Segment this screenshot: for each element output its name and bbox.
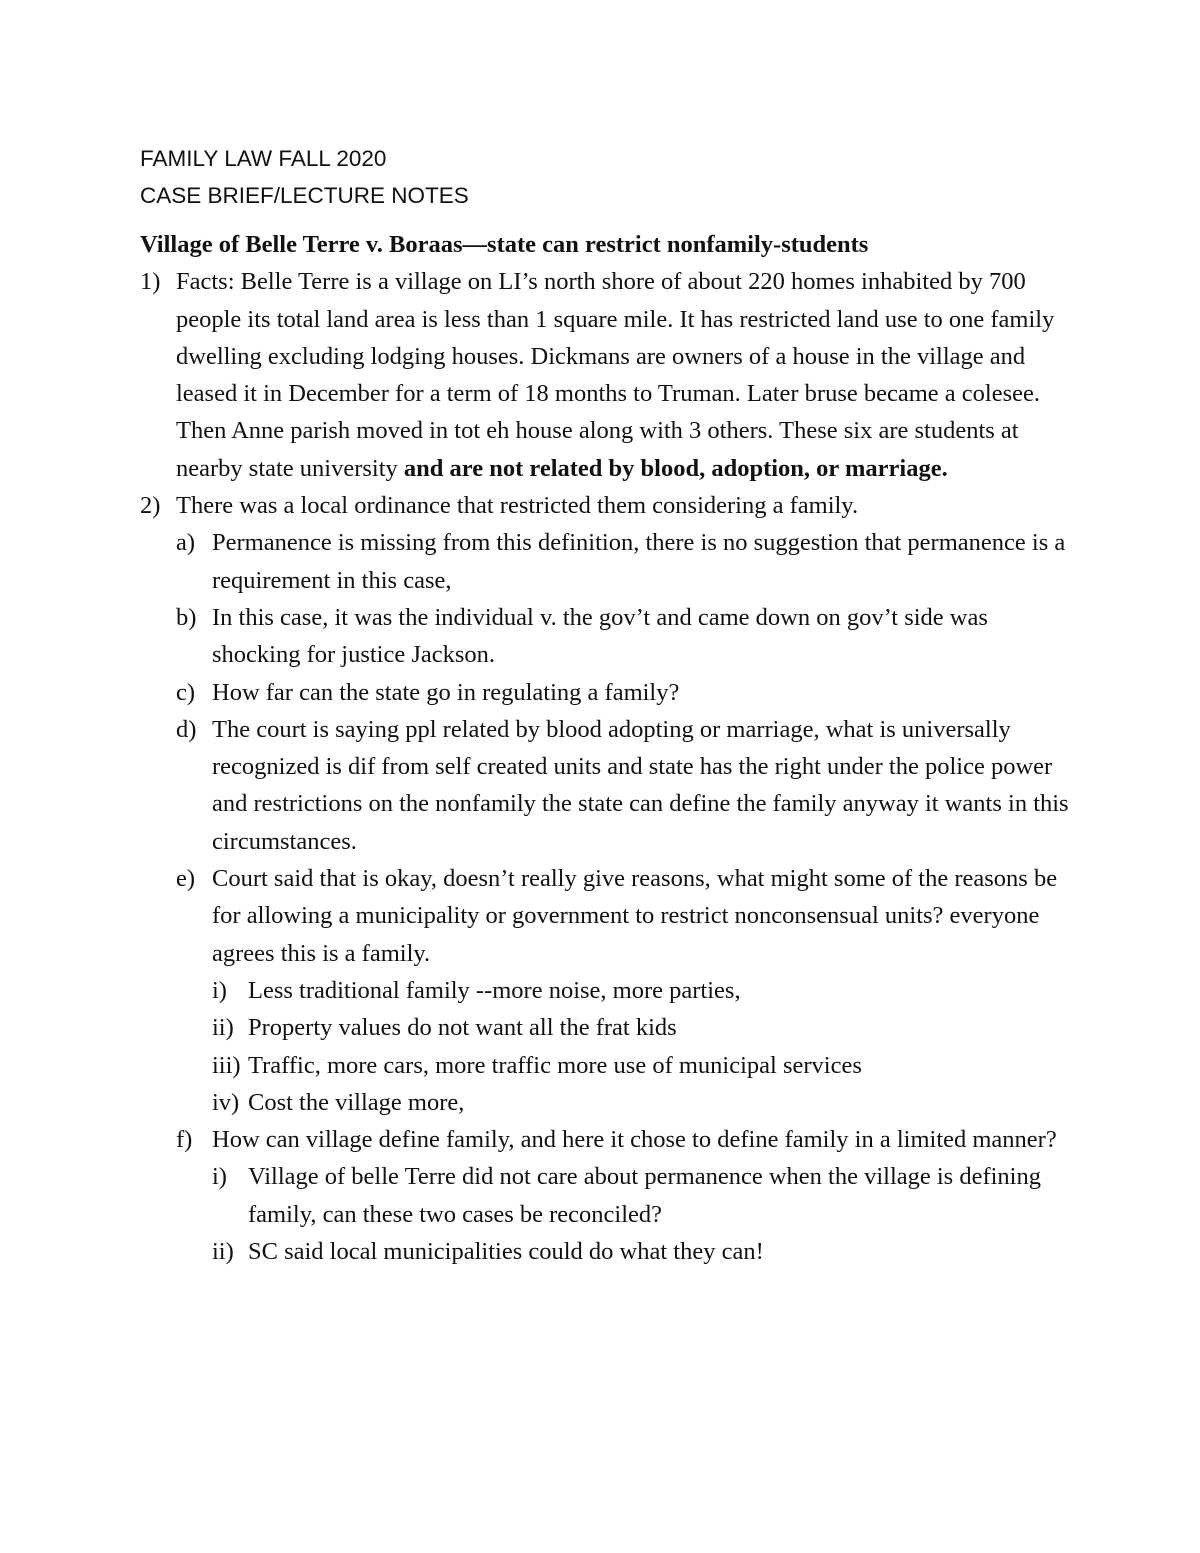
document-header: [140, 140, 469, 214]
list-item: [212, 1233, 1080, 1270]
list-roman: ii): [212, 1238, 234, 1266]
list-item-text: Permanence is missing from this definition, there is no suggestion that permanence is a requirement in this case,: [212, 529, 1066, 594]
notes-body: [140, 226, 1080, 1270]
list-item: [140, 487, 1080, 524]
list-item: [176, 599, 1080, 674]
list-item: [176, 674, 1080, 711]
list-letter: b): [176, 603, 197, 631]
list-item: [212, 1158, 1080, 1233]
list-item: [212, 1047, 1080, 1084]
list-item: [212, 1009, 1080, 1046]
list-item-text: SC said local municipalities could do what they can!: [248, 1238, 764, 1266]
list-letter: d): [176, 715, 197, 743]
list-roman: iii): [212, 1051, 241, 1079]
list-item: [176, 711, 1080, 860]
list-item-text: Court said that is okay, doesn’t really give reasons, what might some of the reasons be for allowing a municipality or government to restrict nonconsensual units? everyone agrees this is a family.: [212, 865, 1058, 967]
list-item-text: Cost the village more,: [248, 1088, 465, 1116]
list-item: [176, 1121, 1080, 1158]
list-letter: a): [176, 529, 196, 557]
list-item: [176, 860, 1080, 972]
list-number: 1): [140, 268, 161, 296]
list-item-text: The court is saying ppl related by blood adopting or marriage, what is universally recognized is dif from self created units and state has the right under the police power and restrictions on the nonfamily the state can define the family anyway it wants in this circumstances.: [212, 715, 1069, 855]
list-item-text: Less traditional family --more noise, more parties,: [248, 976, 741, 1004]
course-title: FAMILY LAW FALL 2020: [140, 146, 387, 171]
list-item: [212, 1084, 1080, 1121]
list-item: [176, 524, 1080, 599]
list-item-text: Property values do not want all the frat kids: [248, 1014, 677, 1042]
document-subtitle: CASE BRIEF/LECTURE NOTES: [140, 183, 469, 208]
list-roman: i): [212, 1163, 227, 1191]
list-item-text: [176, 263, 1080, 487]
list-roman: iv): [212, 1088, 240, 1116]
facts-bold-text: and are not related by blood, adoption, or marriage.: [403, 454, 948, 482]
list-item-text: Village of belle Terre did not care about permanence when the village is defining family, can these two cases be reconciled?: [248, 1163, 1041, 1228]
list-item-text: How far can the state go in regulating a family?: [212, 678, 680, 706]
list-letter: c): [176, 678, 196, 706]
list-item: [140, 263, 1080, 487]
list-roman: ii): [212, 1014, 234, 1042]
list-item-text: How can village define family, and here it chose to define family in a limited manner?: [212, 1126, 1057, 1154]
list-number: 2): [140, 492, 161, 520]
list-item-text: Traffic, more cars, more traffic more use of municipal services: [248, 1051, 862, 1079]
list-letter: e): [176, 865, 196, 893]
list-letter: f): [176, 1126, 193, 1154]
list-roman: i): [212, 976, 227, 1004]
list-item-text: There was a local ordinance that restricted them considering a family.: [176, 492, 859, 520]
case-title: Village of Belle Terre v. Boraas—state can restrict nonfamily-students: [140, 231, 869, 258]
facts-text: Facts: Belle Terre is a village on LI’s north shore of about 220 homes inhabited by 700 people its total land area is less than 1 square mile. It has restricted land use to one family dwelling excluding lodging houses. Dickmans are owners of a house in the village and leased it in December for a term of 18 months to Truman. Later bruse became a colesee. Then Anne parish moved in tot eh house along with 3 others. These six are students at nearby state university: [176, 268, 1055, 482]
list-item-text: In this case, it was the individual v. the gov’t and came down on gov’t side was shocking for justice Jackson.: [212, 603, 988, 669]
list-item: [212, 972, 1080, 1009]
